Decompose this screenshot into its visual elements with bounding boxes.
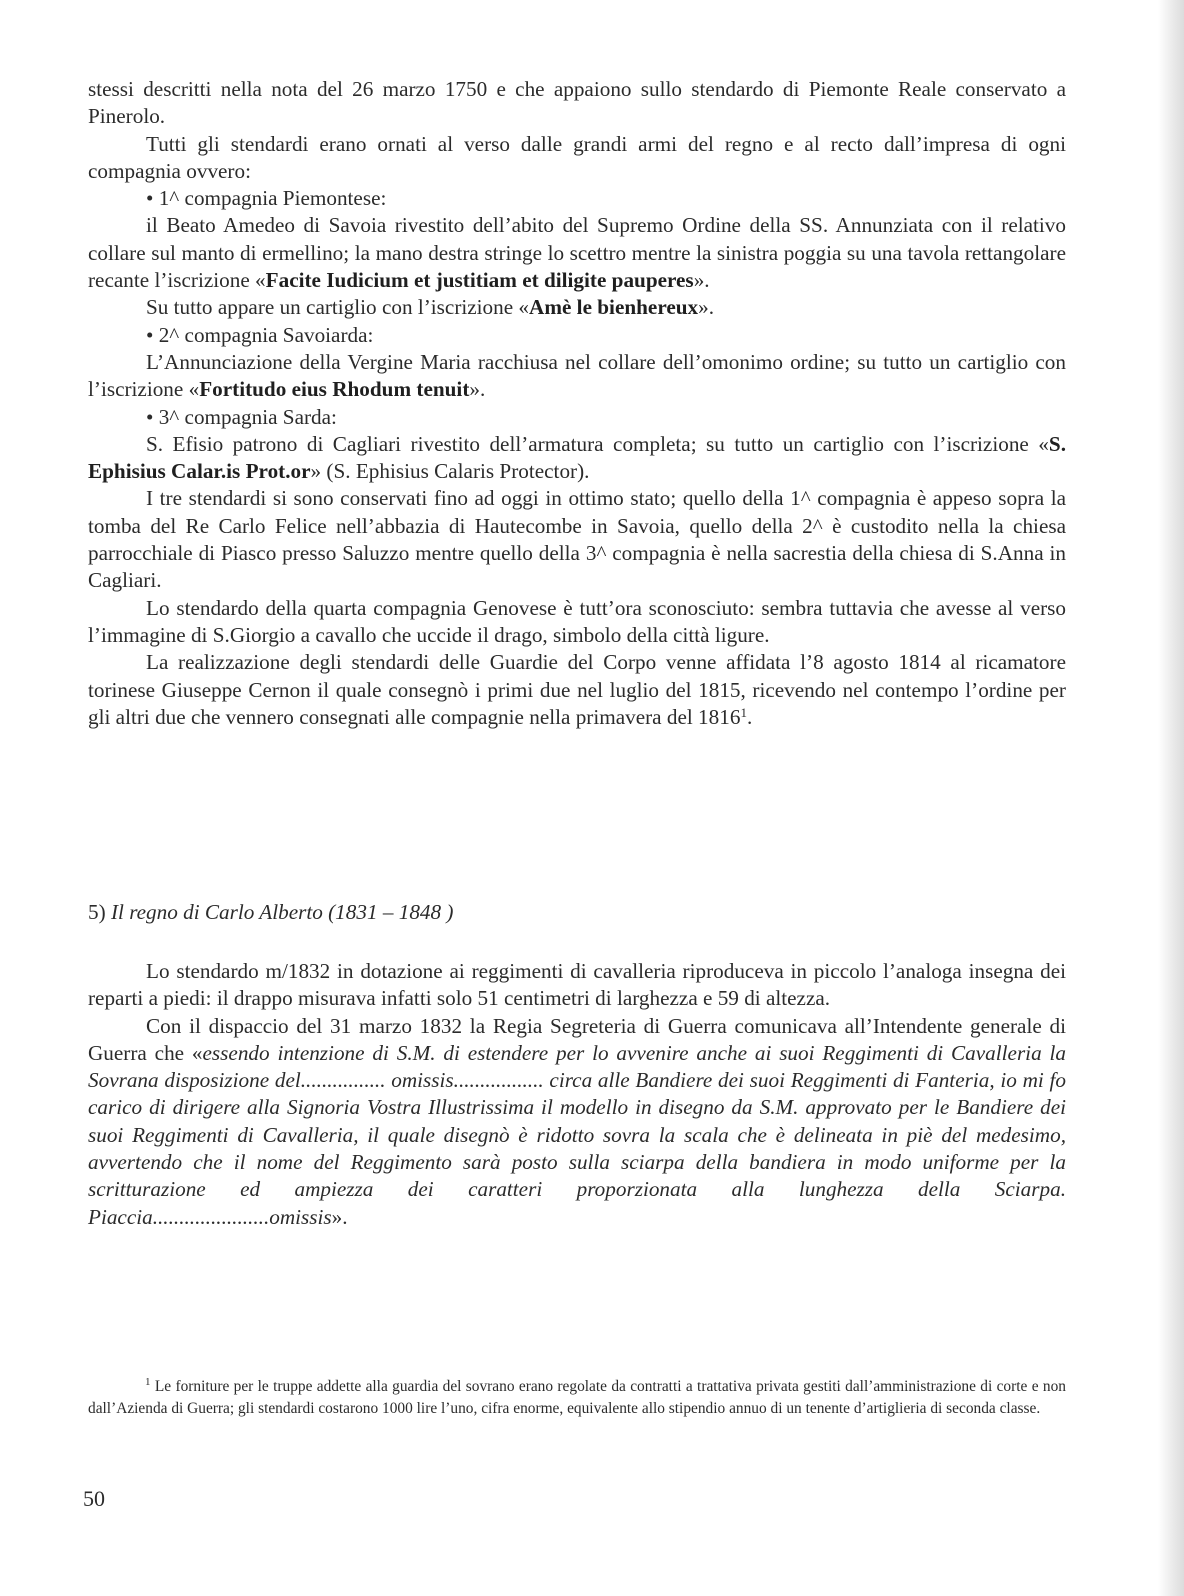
text-span: Con il dispaccio del 31 marzo 1832 la Regia Segreteria di Guerra comunicava all’Intendente generale di Guerra che « xyxy=(88,1013,1066,1065)
inscription: Facite Iudicium et justitiam et diligite pauperes xyxy=(265,268,694,293)
company-description xyxy=(88,349,1066,404)
text-span: » (S. Ephisius Calaris Protector). xyxy=(310,459,590,484)
quotation: essendo intenzione di S.M. di estendere per lo avvenire anche ai suoi Reggimenti di Cavalleria la Sovrana disposizione del................ omissis................. circa alle Bandiere dei suoi Reggimenti di Fanteria, io mi fo carico di dirigere alla Signoria Vostra Illustrissima il modello in disegno da S.M. approvato per le Bandiere dei suoi Reggimenti di Cavalleria, il quale disegnò è ridotto sovra la scala che è delineata in piè del medesimo, avvertendo che il nome del Reggimento sarà posto sulla sciarpa della bandiera in modo uniforme per la scritturazione ed ampiezza dei caratteri proporzionata alla lunghezza della Sciarpa. Piaccia......................omissis xyxy=(88,1040,1066,1229)
text-span: ». xyxy=(693,268,710,293)
footnote-mark: 1 xyxy=(145,1376,151,1388)
inscription: Fortitudo eius Rhodum tenuit xyxy=(199,377,470,402)
text-span: ». xyxy=(469,377,486,402)
text-span: il Beato Amedeo di Savoia rivestito dell’abito del Supremo Ordine della SS. Annunziata con il relativo collare sul manto di ermellino; la mano destra stringe lo scettro mentre la sinistra poggia su una tavola rettangolare recante l’iscrizione « xyxy=(88,213,1066,293)
paragraph: Lo stendardo m/1832 in dotazione ai reggimenti di cavalleria riproduceva in piccolo l’analoga insegna dei reparti a piedi: il drappo misurava infatti solo 51 centimetri di larghezza e 59 di altezza. xyxy=(88,959,1066,1011)
paragraph: I tre stendardi si sono conservati fino ad oggi in ottimo stato; quello della 1^ compagnia è appeso sopra la tomba del Re Carlo Felice nell’abbazia di Hautecombe in Savoia, quello della 2^ è custodito nella la chiesa parrocchiale di Piasco presso Saluzzo mentre quello della 3^ compagnia è nella sacrestia della chiesa di S.Anna in Cagliari. xyxy=(88,486,1066,593)
company-description xyxy=(88,431,1066,486)
paragraph: Tutti gli stendardi erano ornati al verso dalle grandi armi del regno e al recto dall’impresa di ogni compagnia ovvero: xyxy=(88,131,1066,183)
footnote-text: Le forniture per le truppe addette alla guardia del sovrano erano regolate da contratti a trattativa privata gestiti dall’amministrazione di corte e non dall’Azienda di Guerra; gli stendardi costarono 1000 lire l’uno, cifra enorme, equivalente allo stipendio annuo di un tenente d’artiglieria di seconda classe. xyxy=(88,1378,1066,1417)
text-span: . xyxy=(746,704,753,729)
company-heading: • 3^ compagnia Sarda: xyxy=(146,404,337,429)
text-span: La realizzazione degli stendardi delle Guardie del Corpo venne affidata l’8 agosto 1814 al ricamatore torinese Giuseppe Cernon il quale consegnò i primi due nel luglio del 1815, ricevendo nel contempo l’ordine per gli altri due che vennero consegnati alle compagnie nella primavera del 1816 xyxy=(88,650,1066,729)
section-heading xyxy=(88,899,453,926)
text-span: Su tutto appare un cartiglio con l’iscrizione « xyxy=(146,295,530,320)
text-span: ». xyxy=(331,1204,348,1229)
page-edge-shadow xyxy=(1158,0,1184,1596)
inscription: Amè le bienhereux xyxy=(529,295,699,320)
paragraph: Lo stendardo della quarta compagnia Genovese è tutt’ora sconosciuto: sembra tuttavia che avesse al verso l’immagine di S.Giorgio a cavallo che uccide il drago, simbolo della città ligure. xyxy=(88,595,1066,647)
paragraph xyxy=(88,294,1066,321)
company-heading: • 2^ compagnia Savoiarda: xyxy=(146,322,374,347)
footnote-reference: 1 xyxy=(740,704,747,720)
footnote xyxy=(88,1376,1066,1420)
paragraph xyxy=(88,649,1066,731)
section-number: 5) xyxy=(88,900,106,924)
paragraph: stessi descritti nella nota del 26 marzo 1750 e che appaiono sullo stendardo di Piemonte Reale conservato a Pinerolo. xyxy=(88,77,1066,129)
text-span: ». xyxy=(698,295,715,320)
page-number: 50 xyxy=(83,1486,105,1511)
paragraph xyxy=(88,1013,1066,1231)
company-description xyxy=(88,212,1066,294)
body-text xyxy=(88,76,1066,731)
inscription: S. Ephisius Calar.is Prot.or xyxy=(88,431,1066,484)
section-body xyxy=(88,958,1066,1231)
section-title: Il regno di Carlo Alberto (1831 – 1848 ) xyxy=(110,900,454,924)
company-heading: • 1^ compagnia Piemontese: xyxy=(146,186,387,211)
text-span: S. Efisio patrono di Cagliari rivestito dell’armatura completa; su tutto un cartiglio con l’iscrizione « xyxy=(146,431,1049,456)
text-span: L’Annunciazione della Vergine Maria racchiusa nel collare dell’omonimo ordine; su tutto un cartiglio con l’iscrizione « xyxy=(88,349,1066,402)
